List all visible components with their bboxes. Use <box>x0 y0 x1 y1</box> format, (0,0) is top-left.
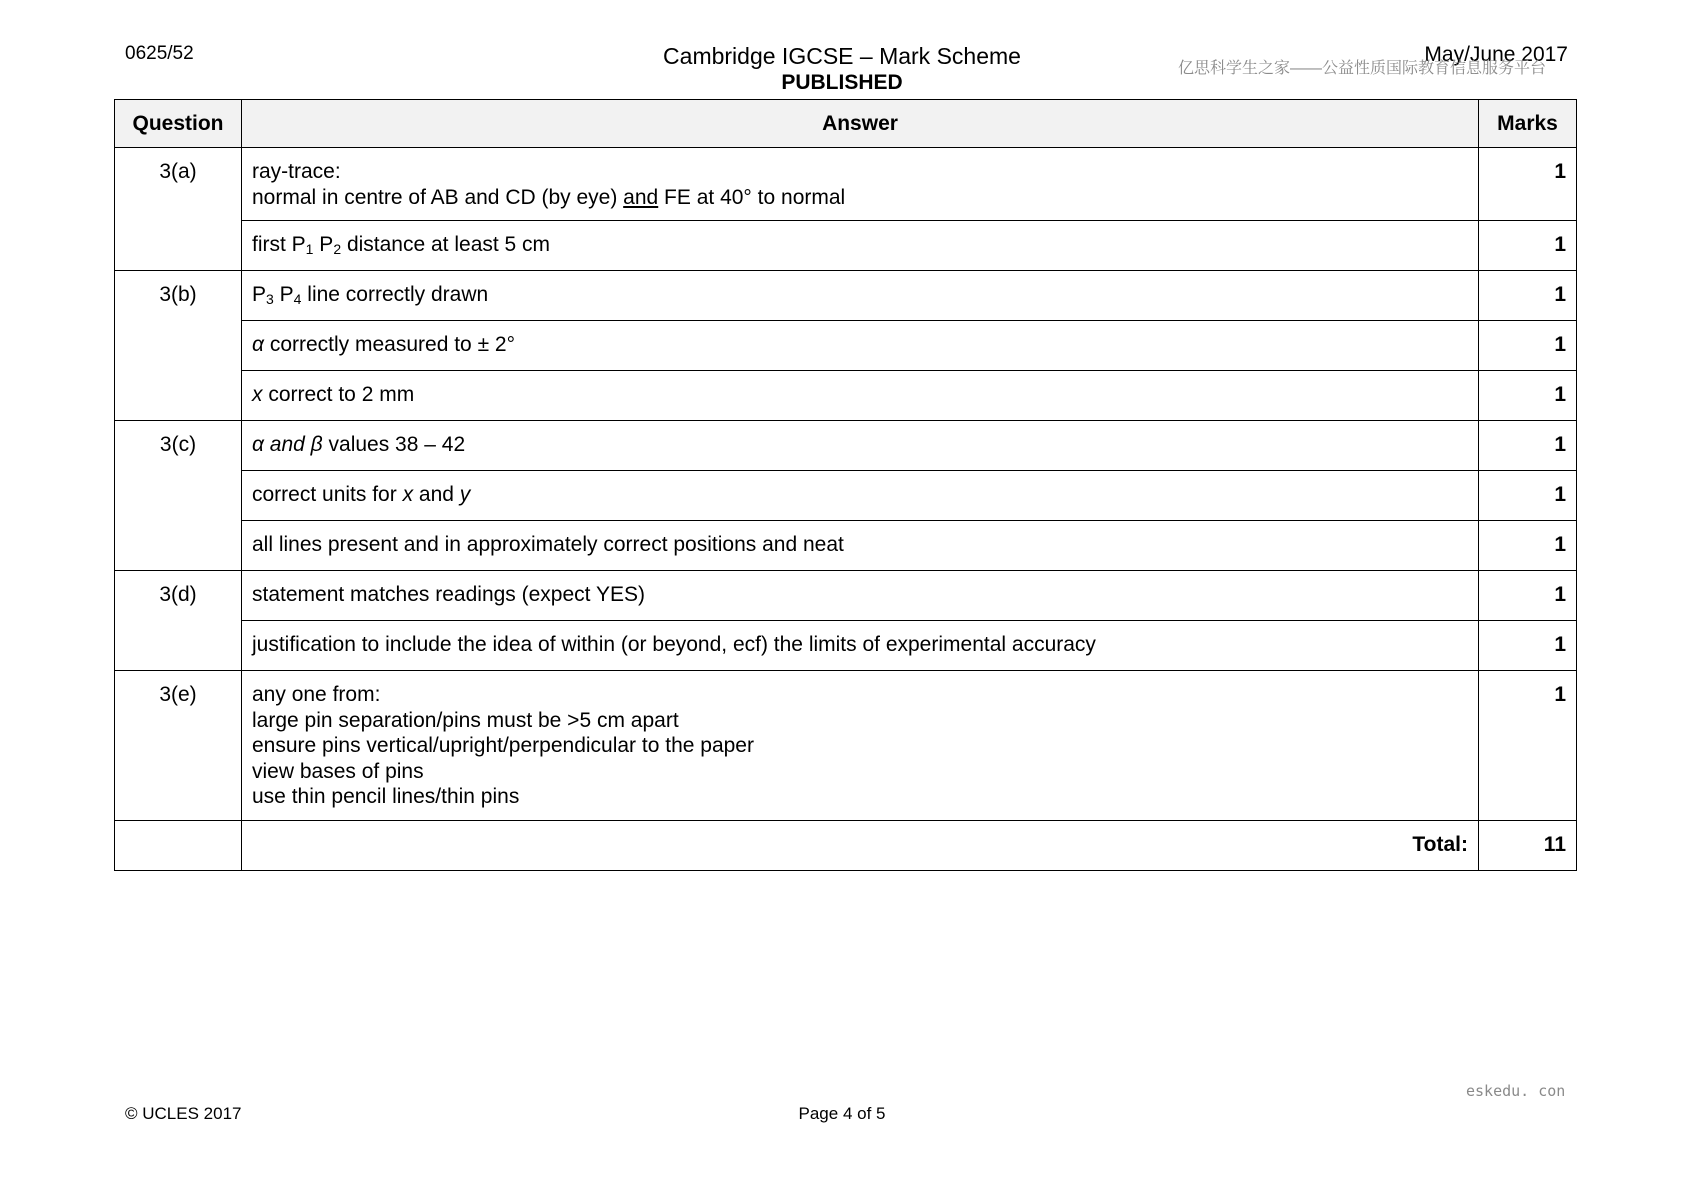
answer-text-italic: y <box>459 483 471 506</box>
question-number: 3(c) <box>115 421 242 571</box>
answer-text: ensure pins vertical/upright/perpendicular to the paper <box>252 734 754 757</box>
mark-cell: 1 <box>1479 148 1577 221</box>
answer-text <box>252 185 1468 211</box>
question-number: 3(d) <box>115 571 242 671</box>
answer-text-italic: x <box>252 383 263 406</box>
answer-text-part: line correctly drawn <box>301 283 489 306</box>
table-row <box>115 471 1577 521</box>
answer-text-part: P <box>313 233 334 256</box>
answer-text-part: correct to 2 mm <box>262 383 415 406</box>
copyright: © UCLES 2017 <box>125 1104 242 1123</box>
mark-cell: 1 <box>1479 671 1577 821</box>
table-row <box>115 371 1577 421</box>
table-row <box>115 621 1577 671</box>
answer-text-part: FE at 40° to normal <box>658 185 846 209</box>
table-row <box>115 521 1577 571</box>
table-row <box>115 148 1577 221</box>
mark-cell: 1 <box>1479 321 1577 371</box>
answer-cell <box>242 321 1479 371</box>
mark-cell: 1 <box>1479 421 1577 471</box>
total-empty-cell <box>115 820 242 870</box>
answer-cell: justification to include the idea of within (or beyond, ecf) the limits of experimental accuracy <box>242 621 1479 671</box>
mark-cell: 1 <box>1479 471 1577 521</box>
answer-cell <box>242 271 1479 321</box>
answer-text-part: P <box>252 283 267 306</box>
answer-text-italic: α and β <box>252 433 323 456</box>
table-row <box>115 421 1577 471</box>
watermark-footer: eskedu. con <box>1466 1082 1566 1100</box>
exam-session-date: May/June 2017 <box>1424 43 1568 66</box>
answer-text-part: normal in centre of AB and CD (by eye) <box>252 185 624 209</box>
document-code: 0625/52 <box>125 43 194 64</box>
header-center <box>542 42 1142 95</box>
answer-cell <box>242 421 1479 471</box>
document-title: Cambridge IGCSE – Mark Scheme <box>663 43 1021 69</box>
answer-text: large pin separation/pins must be >5 cm apart <box>252 708 679 732</box>
mark-scheme-table <box>114 99 1577 871</box>
answer-cell <box>242 148 1479 221</box>
mark-cell: 1 <box>1479 271 1577 321</box>
answer-text-part: first P <box>252 233 306 256</box>
total-label: Total: <box>242 820 1479 870</box>
answer-text-part: correctly measured to ± 2° <box>263 333 515 356</box>
answer-text-part: P <box>273 283 294 306</box>
table-header-row <box>115 100 1577 148</box>
total-row <box>115 820 1577 870</box>
answer-text-part: and <box>413 483 460 506</box>
mark-cell: 1 <box>1479 371 1577 421</box>
column-header-question: Question <box>115 100 242 148</box>
mark-cell: 1 <box>1479 621 1577 671</box>
page-number: Page 4 of 5 <box>798 1104 886 1123</box>
subscript: 3 <box>266 291 274 307</box>
column-header-answer: Answer <box>242 100 1479 148</box>
answer-text: ray-trace: <box>252 160 341 183</box>
answer-text: view bases of pins <box>252 759 424 783</box>
answer-cell <box>242 471 1479 521</box>
table-row <box>115 271 1577 321</box>
mark-cell: 1 <box>1479 521 1577 571</box>
question-number: 3(b) <box>115 271 242 421</box>
answer-cell: all lines present and in approximately correct positions and neat <box>242 521 1479 571</box>
answer-cell <box>242 371 1479 421</box>
subscript: 1 <box>305 241 314 257</box>
subscript: 2 <box>333 241 342 257</box>
table-row <box>115 571 1577 621</box>
answer-cell: statement matches readings (expect YES) <box>242 571 1479 621</box>
question-number: 3(e) <box>115 671 242 821</box>
published-label: PUBLISHED <box>781 71 903 94</box>
answer-cell <box>242 671 1479 821</box>
subscript: 4 <box>293 291 302 307</box>
answer-text-part: correct units for <box>252 483 403 506</box>
mark-cell: 1 <box>1479 571 1577 621</box>
answer-text-italic: α <box>252 333 264 356</box>
answer-text: use thin pencil lines/thin pins <box>252 785 520 808</box>
answer-text-part: distance at least 5 cm <box>341 233 551 256</box>
column-header-marks: Marks <box>1479 100 1577 148</box>
mark-cell: 1 <box>1479 221 1577 271</box>
answer-text-underlined: and <box>623 185 659 209</box>
answer-text-italic: x <box>402 483 414 506</box>
table-row <box>115 321 1577 371</box>
answer-text: any one from: <box>252 683 381 706</box>
answer-cell <box>242 221 1479 271</box>
watermark-header: 亿思科学生之家——公益性质国际教育信息服务平台 <box>1178 60 1547 77</box>
question-number: 3(a) <box>115 148 242 271</box>
answer-text-part: values 38 – 42 <box>322 433 466 456</box>
table-row <box>115 671 1577 821</box>
total-value: 11 <box>1479 820 1577 870</box>
table-row <box>115 221 1577 271</box>
